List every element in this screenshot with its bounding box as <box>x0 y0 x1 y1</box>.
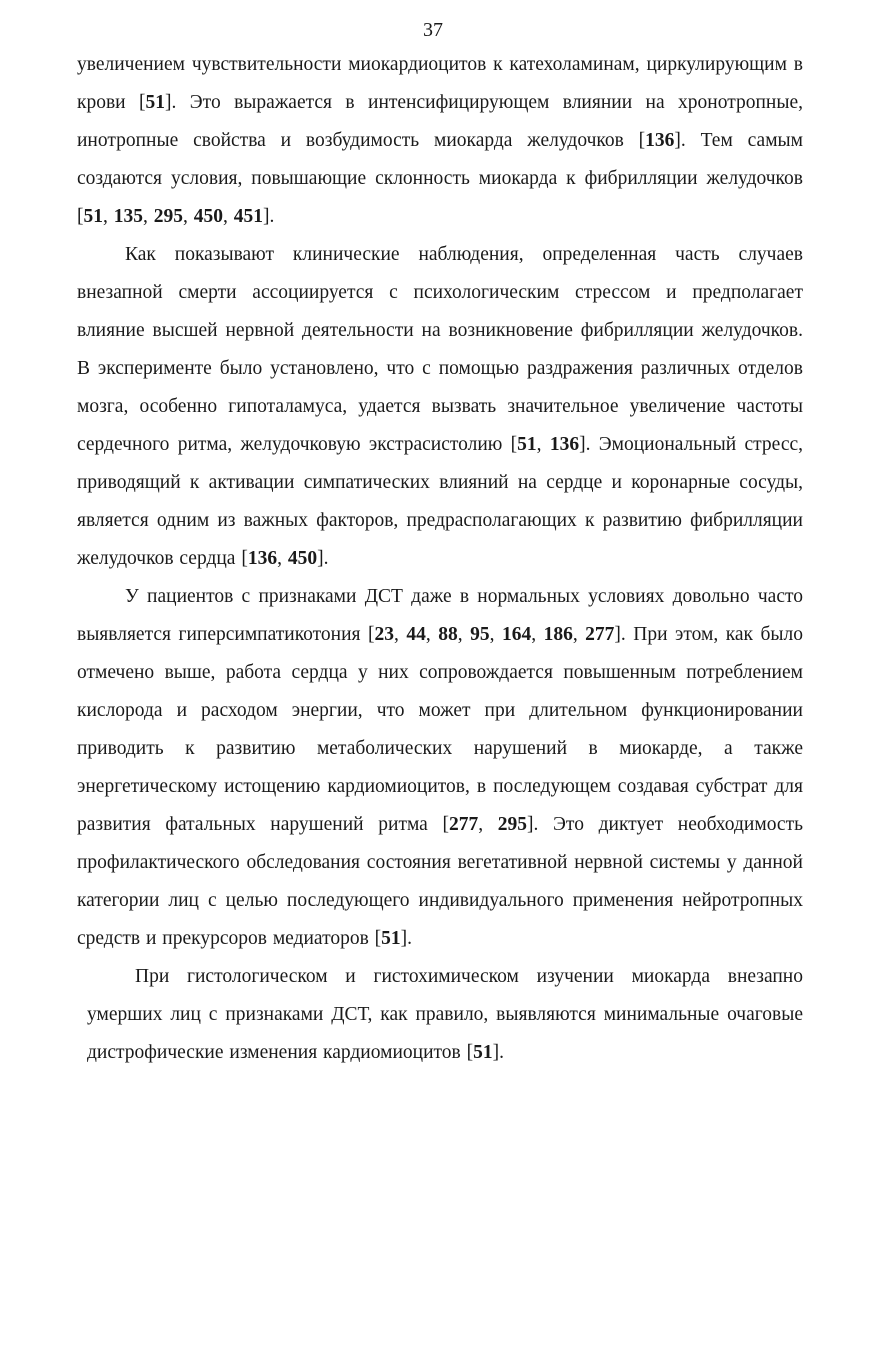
text-run: , <box>277 548 288 569</box>
text-run: ]. <box>400 928 413 949</box>
text-run: У пациентов с признаками ДСТ даже в нормальных условиях довольно часто выявляется гиперсимпатикотония [ <box>77 586 803 645</box>
citation-ref: 450 <box>193 206 223 227</box>
text-run: , <box>457 624 471 645</box>
citation-ref: 51 <box>473 1042 493 1063</box>
citation-ref: 295 <box>153 206 183 227</box>
citation-ref: 295 <box>497 814 528 835</box>
text-run: ]. Тем самым создаются условия, повышающие склонность миокарда к фибрилляции желудочков [ <box>77 130 803 227</box>
text-run: При гистологическом и гистохимическом изучении миокарда внезапно умерших лиц с признаками ДСТ, как правило, выявляются минимальные очаговые дистрофические изменения кардиомиоцитов [ <box>87 966 803 1063</box>
citation-ref: 136 <box>645 130 675 151</box>
citation-ref: 277 <box>448 814 479 835</box>
citation-ref: 51 <box>83 206 103 227</box>
citation-ref: 44 <box>406 624 426 645</box>
citation-ref: 136 <box>247 548 278 569</box>
citation-ref: 450 <box>287 548 318 569</box>
paragraph-4 <box>77 958 803 1072</box>
text-run: , <box>223 206 234 227</box>
text-run: , <box>143 206 154 227</box>
text-run: , <box>536 434 550 455</box>
citation-ref: 451 <box>233 206 263 227</box>
citation-ref: 95 <box>470 624 490 645</box>
citation-ref: 136 <box>549 434 580 455</box>
text-run: ]. Это выражается в интенсифицирующем влиянии на хронотропные, инотропные свойства и возбудимость миокарда желудочков [ <box>77 92 803 151</box>
text-run: увеличением чувствительности миокардиоцитов к катехоламинам, циркулирующим в крови [ <box>77 54 803 113</box>
citation-ref: 51 <box>381 928 401 949</box>
text-run: ]. <box>492 1042 504 1063</box>
text-run: Как показывают клинические наблюдения, определенная часть случаев внезапной смерти ассоциируется с психологическим стрессом и предполагает влияние высшей нервной деятельности на возникновение фибрилляции желудочков. В эксперименте было установлено, что с помощью раздражения различных отделов мозга, особенно гипоталамуса, удается вызвать значительное увеличение частоты сердечного ритма, желудочковую экстрасистолию [ <box>77 244 803 455</box>
text-run: ]. При этом, как было отмечено выше, работа сердца у них сопровождается повышенным потреблением кислорода и расходом энергии, что может при длительном функционировании приводить к развитию метаболических нарушений в миокарде, а также энергетическому истощению кардиомиоцитов, в последующем создавая субстрат для развития фатальных нарушений ритма [ <box>77 624 804 835</box>
text-run: ]. <box>263 206 275 227</box>
text-run: , <box>531 624 544 645</box>
paragraph-3 <box>77 578 803 958</box>
text-run: ]. Это диктует необходимость профилактического обследования состояния вегетативной нервной системы у данной категории лиц с целью последующего индивидуального применения нейротропных средств и прекурсоров медиаторов [ <box>77 814 803 949</box>
citation-ref: 23 <box>374 624 395 645</box>
text-run: , <box>425 624 439 645</box>
citation-ref: 277 <box>585 624 615 645</box>
text-run: ]. Эмоциональный стресс, приводящий к активации симпатических влияний на сердце и коронарные сосуды, является одним из важных факторов, предрасполагающих к развитию фибрилляции желудочков сердца [ <box>77 434 804 569</box>
text-run: , <box>103 206 114 227</box>
paragraph-2 <box>77 236 803 578</box>
citation-ref: 88 <box>438 624 458 645</box>
text-run: ]. <box>317 548 329 569</box>
page-body <box>77 46 803 1072</box>
page-number: 37 <box>423 19 443 41</box>
text-run: , <box>183 206 194 227</box>
citation-ref: 135 <box>113 206 143 227</box>
citation-ref: 51 <box>145 92 166 113</box>
text-run: , <box>478 814 498 835</box>
paragraph-1 <box>77 46 803 236</box>
citation-ref: 51 <box>517 434 537 455</box>
citation-ref: 186 <box>543 624 573 645</box>
text-run: , <box>489 624 502 645</box>
text-run: , <box>394 624 407 645</box>
text-run: , <box>572 624 586 645</box>
citation-ref: 164 <box>501 624 532 645</box>
